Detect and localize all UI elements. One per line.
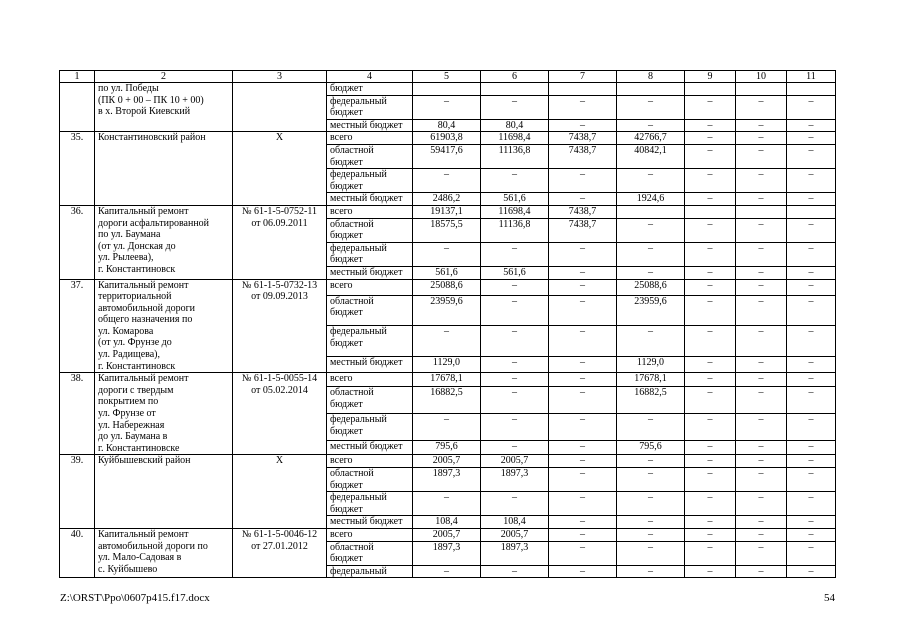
amount-cell: – <box>685 119 736 132</box>
amount-cell: – <box>685 468 736 492</box>
amount-cell: – <box>787 242 836 266</box>
amount-cell: – <box>549 169 617 193</box>
amount-cell: 11136,8 <box>481 218 549 242</box>
amount-cell: 7438,7 <box>549 218 617 242</box>
funding-source: федеральный бюджет <box>327 95 413 119</box>
amount-cell: 25088,6 <box>413 279 481 295</box>
amount-cell: – <box>481 357 549 373</box>
column-number: 7 <box>549 71 617 83</box>
amount-cell: – <box>787 414 836 441</box>
amount-cell: – <box>787 95 836 119</box>
funding-source: федеральный бюджет <box>327 242 413 266</box>
amount-cell: – <box>481 441 549 455</box>
column-number: 2 <box>95 71 233 83</box>
amount-cell: – <box>617 242 685 266</box>
amount-cell: – <box>787 468 836 492</box>
amount-cell: 59417,6 <box>413 144 481 168</box>
row-number <box>60 83 95 132</box>
object-name: Куйбышевский район <box>95 455 233 529</box>
funding-source: областной бюджет <box>327 387 413 414</box>
column-number: 3 <box>233 71 327 83</box>
amount-cell: – <box>481 373 549 387</box>
funding-source: местный бюджет <box>327 441 413 455</box>
amount-cell: – <box>617 528 685 541</box>
amount-cell: 19137,1 <box>413 205 481 218</box>
amount-cell: – <box>787 119 836 132</box>
amount-cell: – <box>736 95 787 119</box>
table-row <box>60 205 836 218</box>
amount-cell: 1897,3 <box>413 468 481 492</box>
amount-cell: – <box>736 541 787 565</box>
funding-source: федеральный бюджет <box>327 326 413 357</box>
column-number: 4 <box>327 71 413 83</box>
amount-cell: – <box>787 193 836 206</box>
amount-cell: – <box>549 119 617 132</box>
amount-cell: – <box>549 373 617 387</box>
amount-cell: 1924,6 <box>617 193 685 206</box>
amount-cell: – <box>685 218 736 242</box>
column-number: 6 <box>481 71 549 83</box>
footer-file-path: Z:\ORST\Ppo\0607p415.f17.docx <box>60 592 210 604</box>
amount-cell: 25088,6 <box>617 279 685 295</box>
amount-cell: – <box>736 441 787 455</box>
amount-cell: – <box>787 516 836 529</box>
amount-cell: 23959,6 <box>617 295 685 326</box>
amount-cell: – <box>617 95 685 119</box>
amount-cell: – <box>549 468 617 492</box>
amount-cell: – <box>413 169 481 193</box>
amount-cell: – <box>617 326 685 357</box>
row-number: 35. <box>60 132 95 206</box>
amount-cell: – <box>685 455 736 468</box>
funding-source: федеральный бюджет <box>327 492 413 516</box>
amount-cell: – <box>787 492 836 516</box>
amount-cell: – <box>617 266 685 279</box>
amount-cell <box>413 83 481 96</box>
amount-cell: 16882,5 <box>617 387 685 414</box>
amount-cell: – <box>617 414 685 441</box>
amount-cell: – <box>549 95 617 119</box>
amount-cell: – <box>549 266 617 279</box>
amount-cell <box>617 205 685 218</box>
amount-cell: – <box>787 295 836 326</box>
amount-cell: – <box>685 414 736 441</box>
row-number: 40. <box>60 528 95 577</box>
expert-conclusion: Х <box>233 455 327 529</box>
amount-cell: – <box>617 565 685 578</box>
amount-cell <box>549 83 617 96</box>
amount-cell: – <box>736 373 787 387</box>
funding-source: местный бюджет <box>327 266 413 279</box>
funding-source: областной бюджет <box>327 468 413 492</box>
amount-cell: 2005,7 <box>413 455 481 468</box>
funding-source: федеральный бюджет <box>327 414 413 441</box>
object-name: Капитальный ремонт автомобильной дороги по ул. Мало-Садовая в с. Куйбышево <box>95 528 233 577</box>
amount-cell: 7438,7 <box>549 144 617 168</box>
amount-cell: – <box>736 193 787 206</box>
funding-source: всего <box>327 455 413 468</box>
amount-cell: – <box>413 95 481 119</box>
funding-source: местный бюджет <box>327 516 413 529</box>
amount-cell: – <box>685 193 736 206</box>
amount-cell: 7438,7 <box>549 205 617 218</box>
amount-cell: 7438,7 <box>549 132 617 145</box>
amount-cell: 1897,3 <box>413 541 481 565</box>
amount-cell: 40842,1 <box>617 144 685 168</box>
amount-cell: – <box>787 528 836 541</box>
amount-cell: – <box>736 357 787 373</box>
amount-cell: 108,4 <box>413 516 481 529</box>
funding-source: всего <box>327 205 413 218</box>
amount-cell: – <box>736 169 787 193</box>
header-row <box>60 71 836 83</box>
amount-cell: – <box>685 169 736 193</box>
amount-cell: 11698,4 <box>481 205 549 218</box>
amount-cell: – <box>481 279 549 295</box>
amount-cell: – <box>685 492 736 516</box>
amount-cell <box>736 83 787 96</box>
amount-cell <box>481 83 549 96</box>
amount-cell: – <box>549 279 617 295</box>
funding-source: областной бюджет <box>327 295 413 326</box>
amount-cell: – <box>736 218 787 242</box>
table-body <box>60 71 836 578</box>
amount-cell: – <box>549 441 617 455</box>
amount-cell: – <box>736 279 787 295</box>
amount-cell: – <box>787 387 836 414</box>
amount-cell: 80,4 <box>481 119 549 132</box>
amount-cell: 16882,5 <box>413 387 481 414</box>
funding-source: федеральный бюджет <box>327 169 413 193</box>
amount-cell: – <box>736 326 787 357</box>
amount-cell <box>617 83 685 96</box>
amount-cell: – <box>787 357 836 373</box>
amount-cell: – <box>787 373 836 387</box>
amount-cell: – <box>685 132 736 145</box>
amount-cell: – <box>736 266 787 279</box>
object-name: Капитальный ремонт дороги с твердым покрытием по ул. Фрунзе от ул. Набережная до ул. Баумана в г. Константиновске <box>95 373 233 455</box>
table-row <box>60 279 836 295</box>
funding-source: всего <box>327 279 413 295</box>
amount-cell: – <box>787 144 836 168</box>
amount-cell: – <box>787 132 836 145</box>
amount-cell: – <box>685 295 736 326</box>
amount-cell: – <box>481 387 549 414</box>
object-name: по ул. Победы (ПК 0 + 00 – ПК 10 + 00) в х. Второй Киевский <box>95 83 233 132</box>
amount-cell: – <box>481 242 549 266</box>
amount-cell: – <box>413 492 481 516</box>
amount-cell: – <box>787 326 836 357</box>
amount-cell: 11698,4 <box>481 132 549 145</box>
amount-cell: – <box>413 414 481 441</box>
amount-cell: – <box>685 565 736 578</box>
amount-cell <box>685 205 736 218</box>
amount-cell: – <box>787 266 836 279</box>
amount-cell: 2005,7 <box>413 528 481 541</box>
amount-cell: – <box>787 279 836 295</box>
expert-conclusion: № 61-1-5-0046-12 от 27.01.2012 <box>233 528 327 577</box>
amount-cell: – <box>617 516 685 529</box>
funding-source: всего <box>327 373 413 387</box>
amount-cell: – <box>549 516 617 529</box>
amount-cell: 561,6 <box>481 193 549 206</box>
amount-cell: 18575,5 <box>413 218 481 242</box>
amount-cell: – <box>736 414 787 441</box>
amount-cell: – <box>549 295 617 326</box>
amount-cell: – <box>685 144 736 168</box>
funding-source: местный бюджет <box>327 193 413 206</box>
amount-cell: – <box>685 541 736 565</box>
amount-cell <box>787 83 836 96</box>
column-number: 8 <box>617 71 685 83</box>
object-name: Капитальный ремонт территориальной автомобильной дороги общего назначения по ул. Комарова (от ул. Фрунзе до ул. Радищева), г. Константиновск <box>95 279 233 373</box>
amount-cell: 23959,6 <box>413 295 481 326</box>
amount-cell: – <box>413 326 481 357</box>
funding-source: всего <box>327 132 413 145</box>
amount-cell: – <box>736 144 787 168</box>
table-row <box>60 455 836 468</box>
amount-cell: 561,6 <box>413 266 481 279</box>
column-number: 1 <box>60 71 95 83</box>
amount-cell: – <box>481 295 549 326</box>
amount-cell: – <box>685 279 736 295</box>
budget-table <box>59 70 836 578</box>
amount-cell: – <box>549 193 617 206</box>
amount-cell: – <box>685 441 736 455</box>
amount-cell: – <box>617 169 685 193</box>
amount-cell: – <box>736 516 787 529</box>
amount-cell: – <box>685 357 736 373</box>
amount-cell <box>685 83 736 96</box>
row-number: 37. <box>60 279 95 373</box>
funding-source: областной бюджет <box>327 218 413 242</box>
amount-cell: – <box>549 528 617 541</box>
amount-cell: 795,6 <box>617 441 685 455</box>
footer-page-number: 54 <box>824 592 835 604</box>
amount-cell: – <box>736 295 787 326</box>
amount-cell: – <box>736 387 787 414</box>
funding-source: федеральный <box>327 565 413 578</box>
column-number: 9 <box>685 71 736 83</box>
amount-cell: – <box>736 119 787 132</box>
amount-cell: – <box>685 528 736 541</box>
amount-cell: 17678,1 <box>413 373 481 387</box>
expert-conclusion: Х <box>233 132 327 206</box>
amount-cell <box>736 205 787 218</box>
object-name: Капитальный ремонт дороги асфальтированной по ул. Баумана (от ул. Донская до ул. Рылеева), г. Константиновск <box>95 205 233 279</box>
amount-cell: – <box>685 373 736 387</box>
amount-cell: 42766,7 <box>617 132 685 145</box>
amount-cell: – <box>685 242 736 266</box>
amount-cell: – <box>617 455 685 468</box>
table-row <box>60 83 836 96</box>
funding-source: местный бюджет <box>327 119 413 132</box>
amount-cell: – <box>787 218 836 242</box>
amount-cell: 561,6 <box>481 266 549 279</box>
amount-cell: – <box>736 492 787 516</box>
amount-cell: – <box>736 528 787 541</box>
amount-cell: 17678,1 <box>617 373 685 387</box>
amount-cell: – <box>413 565 481 578</box>
amount-cell: 61903,8 <box>413 132 481 145</box>
amount-cell: – <box>685 326 736 357</box>
amount-cell: – <box>549 455 617 468</box>
expert-conclusion <box>233 83 327 132</box>
column-number: 11 <box>787 71 836 83</box>
expert-conclusion: № 61-1-5-0732-13 от 09.09.2013 <box>233 279 327 373</box>
amount-cell: 2486,2 <box>413 193 481 206</box>
amount-cell: – <box>685 95 736 119</box>
column-number: 10 <box>736 71 787 83</box>
row-number: 39. <box>60 455 95 529</box>
amount-cell: – <box>736 242 787 266</box>
amount-cell: – <box>787 169 836 193</box>
amount-cell: – <box>481 414 549 441</box>
funding-source: местный бюджет <box>327 357 413 373</box>
table-row <box>60 373 836 387</box>
expert-conclusion: № 61-1-5-0752-11 от 06.09.2011 <box>233 205 327 279</box>
amount-cell: – <box>736 565 787 578</box>
amount-cell: 1897,3 <box>481 541 549 565</box>
table-row <box>60 132 836 145</box>
amount-cell: – <box>549 492 617 516</box>
table-row <box>60 528 836 541</box>
amount-cell: 1897,3 <box>481 468 549 492</box>
amount-cell: – <box>481 492 549 516</box>
amount-cell: – <box>481 565 549 578</box>
amount-cell: 80,4 <box>413 119 481 132</box>
amount-cell: – <box>685 266 736 279</box>
amount-cell: – <box>413 242 481 266</box>
amount-cell: – <box>481 95 549 119</box>
amount-cell: – <box>549 414 617 441</box>
amount-cell: 11136,8 <box>481 144 549 168</box>
amount-cell: – <box>549 565 617 578</box>
amount-cell: – <box>787 541 836 565</box>
funding-source: областной бюджет <box>327 144 413 168</box>
amount-cell: – <box>549 387 617 414</box>
amount-cell: – <box>617 218 685 242</box>
row-number: 36. <box>60 205 95 279</box>
amount-cell: 1129,0 <box>617 357 685 373</box>
amount-cell: – <box>549 242 617 266</box>
expert-conclusion: № 61-1-5-0055-14 от 05.02.2014 <box>233 373 327 455</box>
amount-cell: 1129,0 <box>413 357 481 373</box>
amount-cell: 2005,7 <box>481 528 549 541</box>
row-number: 38. <box>60 373 95 455</box>
amount-cell: 2005,7 <box>481 455 549 468</box>
amount-cell: – <box>549 357 617 373</box>
amount-cell: – <box>481 326 549 357</box>
column-number: 5 <box>413 71 481 83</box>
amount-cell: – <box>617 541 685 565</box>
amount-cell: – <box>787 565 836 578</box>
amount-cell: – <box>736 455 787 468</box>
funding-source: областной бюджет <box>327 541 413 565</box>
amount-cell: – <box>685 516 736 529</box>
amount-cell: – <box>549 326 617 357</box>
amount-cell: 108,4 <box>481 516 549 529</box>
object-name: Константиновский район <box>95 132 233 206</box>
amount-cell: – <box>617 119 685 132</box>
amount-cell: – <box>617 492 685 516</box>
amount-cell <box>787 205 836 218</box>
amount-cell: – <box>787 441 836 455</box>
amount-cell: – <box>736 468 787 492</box>
amount-cell: – <box>617 468 685 492</box>
amount-cell: 795,6 <box>413 441 481 455</box>
amount-cell: – <box>787 455 836 468</box>
amount-cell: – <box>549 541 617 565</box>
funding-source: бюджет <box>327 83 413 96</box>
amount-cell: – <box>481 169 549 193</box>
funding-source: всего <box>327 528 413 541</box>
amount-cell: – <box>685 387 736 414</box>
amount-cell: – <box>736 132 787 145</box>
